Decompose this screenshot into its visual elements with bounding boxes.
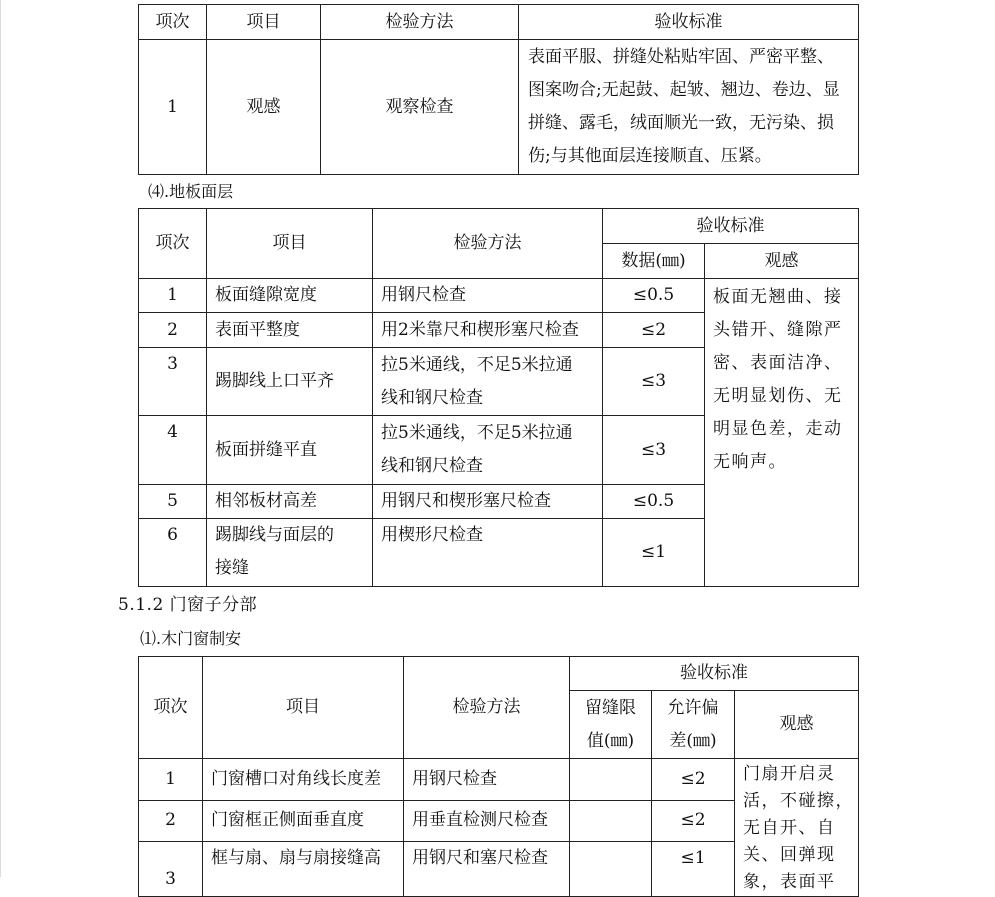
table-header-row xyxy=(139,209,859,244)
row-method xyxy=(373,416,603,485)
standard-line: 表面平服、拼缝处粘贴牢固、严密平整、 xyxy=(528,47,834,67)
row-value: ≤3 xyxy=(603,348,705,416)
row-no: 6 xyxy=(139,519,207,587)
row-no: 1 xyxy=(139,279,207,313)
look-line: 密、表面洁净、 xyxy=(713,353,843,373)
row-method: 用钢尺和塞尺检查 xyxy=(404,842,570,897)
row-method xyxy=(373,348,603,416)
row-no: 5 xyxy=(139,485,207,519)
look-line: 门扇开启灵 xyxy=(743,764,836,784)
row-method: 用楔形尺检查 xyxy=(373,519,603,587)
section-heading: 5.1.2 门窗子分部 xyxy=(118,595,258,615)
standard-line: 拼缝、露毛，绒面顺光一致，无污染、损 xyxy=(528,113,834,133)
table-row xyxy=(139,279,859,313)
row-item: 相邻板材高差 xyxy=(207,485,373,519)
dev-line: 允许偏 xyxy=(667,697,719,718)
row-item: 板面缝隙宽度 xyxy=(207,279,373,313)
row-method: 观察检查 xyxy=(321,40,519,175)
row-method: 用钢尺检查 xyxy=(404,759,570,801)
row-no: 4 xyxy=(139,416,207,485)
header-method: 检验方法 xyxy=(321,5,519,40)
table-row xyxy=(139,40,859,175)
row-item: 观感 xyxy=(207,40,321,175)
row-no: 2 xyxy=(139,800,203,842)
row-method: 用钢尺检查 xyxy=(373,279,603,313)
method-line: 线和钢尺检查 xyxy=(381,387,483,408)
table-header-row xyxy=(139,5,859,40)
row-no: 2 xyxy=(139,313,207,348)
row-item: 踢脚线上口平齐 xyxy=(207,348,373,416)
table-row xyxy=(139,759,859,801)
look-line: 无响声。 xyxy=(713,452,787,472)
look-line: 无自开、自 xyxy=(743,818,836,838)
item-line: 踢脚线与面层的 xyxy=(215,525,334,545)
page-edge-line xyxy=(0,0,1,877)
look-line: 活，不碰擦， xyxy=(743,791,854,811)
row-no: 1 xyxy=(139,759,203,801)
dev-line: 差(㎜) xyxy=(669,730,717,751)
row-value: ≤1 xyxy=(603,519,705,587)
floor-subheading: ⑷.地板面层 xyxy=(148,182,234,201)
look-line: 关、回弹现 xyxy=(743,845,836,865)
header-standard: 验收标准 xyxy=(603,209,859,244)
look-cell xyxy=(705,279,859,587)
table-header-row xyxy=(139,657,859,691)
header-no: 项次 xyxy=(139,209,207,279)
row-no: 3 xyxy=(139,842,203,897)
door-window-inspection-table xyxy=(138,656,859,897)
row-method: 用2米靠尺和楔形塞尺检查 xyxy=(373,313,603,348)
header-data: 数据(㎜) xyxy=(603,244,705,279)
door-subheading: ⑴.木门窗制安 xyxy=(140,629,242,648)
header-standard: 验收标准 xyxy=(519,5,859,40)
row-dev: ≤1 xyxy=(652,842,735,897)
gap-line: 留缝限 xyxy=(585,697,636,718)
row-item xyxy=(207,519,373,587)
gap-line: 值(㎜) xyxy=(586,730,635,751)
header-item: 项目 xyxy=(207,5,321,40)
row-no: 1 xyxy=(139,40,207,175)
row-gap xyxy=(570,759,652,801)
look-line: 板面无翘曲、接 xyxy=(713,287,843,307)
row-value: ≤0.5 xyxy=(603,279,705,313)
row-item: 门窗框正侧面垂直度 xyxy=(203,800,404,842)
header-no: 项次 xyxy=(139,5,207,40)
floor-inspection-table xyxy=(138,208,859,587)
row-item: 框与扇、扇与扇接缝高 xyxy=(203,842,404,897)
row-method: 用钢尺和楔形塞尺检查 xyxy=(373,485,603,519)
header-standard: 验收标准 xyxy=(570,657,859,691)
row-value: ≤3 xyxy=(603,416,705,485)
header-item: 项目 xyxy=(203,657,404,759)
row-dev: ≤2 xyxy=(652,759,735,801)
look-line: 无明显划伤、无 xyxy=(713,386,843,406)
item-line: 接缝 xyxy=(215,558,249,578)
row-standard xyxy=(519,40,859,175)
standard-line: 伤;与其他面层连接顺直、压紧。 xyxy=(528,146,772,166)
row-item: 板面拼缝平直 xyxy=(207,416,373,485)
row-item: 门窗槽口对角线长度差 xyxy=(203,759,404,801)
standard-line: 图案吻合;无起鼓、起皱、翘边、卷边、显 xyxy=(528,80,840,100)
method-line: 拉5米通线，不足5米拉通 xyxy=(381,354,573,375)
row-item: 表面平整度 xyxy=(207,313,373,348)
header-dev xyxy=(652,691,735,759)
look-line: 明显色差，走动 xyxy=(713,419,843,439)
header-item: 项目 xyxy=(207,209,373,279)
row-dev: ≤2 xyxy=(652,800,735,842)
row-value: ≤0.5 xyxy=(603,485,705,519)
method-line: 拉5米通线，不足5米拉通 xyxy=(381,423,573,443)
header-no: 项次 xyxy=(139,657,203,759)
row-method: 用垂直检测尺检查 xyxy=(404,800,570,842)
look-line: 象，表面平 xyxy=(743,872,836,892)
carpet-inspection-table xyxy=(138,4,859,175)
row-value: ≤2 xyxy=(603,313,705,348)
method-line: 线和钢尺检查 xyxy=(381,456,483,476)
header-gap xyxy=(570,691,652,759)
row-gap xyxy=(570,842,652,897)
look-cell xyxy=(735,759,859,897)
look-line: 头错开、缝隙严 xyxy=(713,320,843,340)
row-gap xyxy=(570,800,652,842)
row-no: 3 xyxy=(139,348,207,416)
header-method: 检验方法 xyxy=(373,209,603,279)
header-look: 观感 xyxy=(735,691,859,759)
header-method: 检验方法 xyxy=(404,657,570,759)
header-look: 观感 xyxy=(705,244,859,279)
